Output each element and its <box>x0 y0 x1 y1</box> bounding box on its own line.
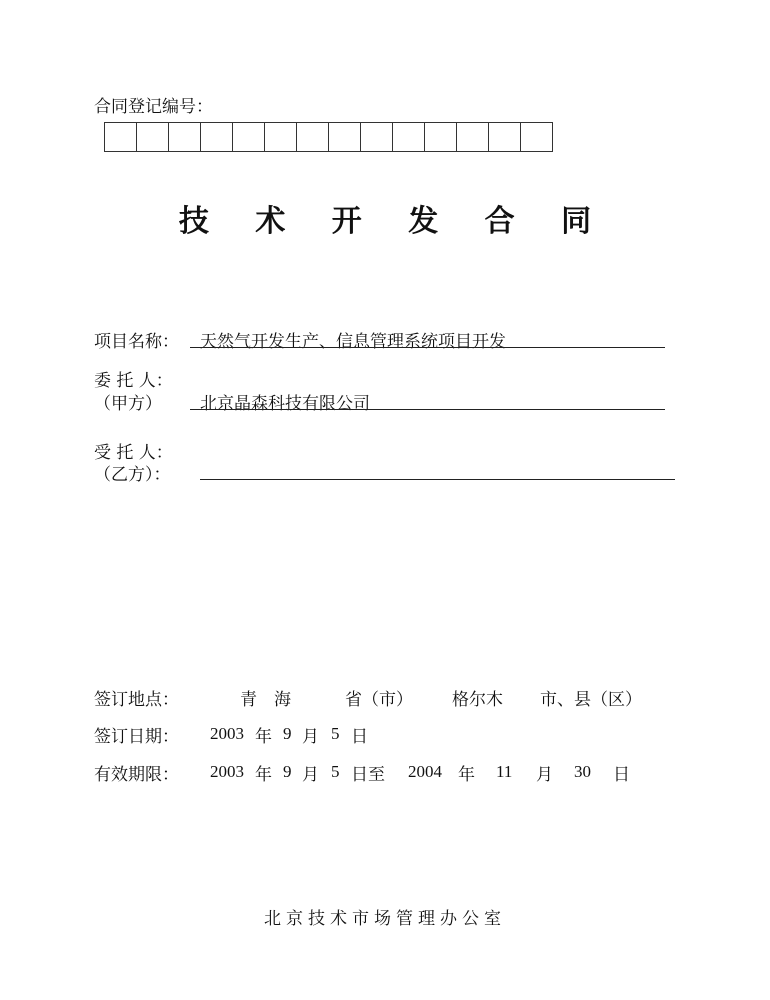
validity-end-month: 11 <box>496 762 513 781</box>
signing-date-label: 签订日期： <box>94 727 179 747</box>
signing-day: 5 <box>331 724 340 743</box>
reg-digit-box[interactable] <box>329 123 361 151</box>
reg-digit-box[interactable] <box>201 123 233 151</box>
reg-digit-box[interactable] <box>393 123 425 151</box>
validity-start-month: 9 <box>283 762 292 781</box>
validity-end-day: 30 <box>574 762 591 781</box>
reg-digit-box[interactable] <box>457 123 489 151</box>
signing-province: 青 海 <box>240 690 291 710</box>
signing-city: 格尔木 <box>452 690 503 710</box>
signing-city-unit: 市、县（区） <box>540 690 642 710</box>
reg-digit-box[interactable] <box>425 123 457 151</box>
signing-year-unit: 年 <box>255 727 272 747</box>
reg-digit-box[interactable] <box>169 123 201 151</box>
client-label: 委 托 人： <box>94 371 173 391</box>
client-party-label: （甲方） <box>94 394 162 414</box>
contractor-underline <box>200 479 675 480</box>
signing-month: 9 <box>283 724 292 743</box>
contract-title: 技 术 开 发 合 同 <box>178 204 610 239</box>
validity-start-month-unit: 月 <box>302 765 319 785</box>
reg-digit-box[interactable] <box>265 123 297 151</box>
contractor-party-label: （乙方）： <box>94 465 171 485</box>
signing-day-unit: 日 <box>351 727 368 747</box>
validity-label: 有效期限： <box>94 765 179 785</box>
reg-digit-box[interactable] <box>489 123 521 151</box>
project-name-underline <box>190 347 665 348</box>
contractor-label: 受 托 人： <box>94 443 173 463</box>
reg-digit-box[interactable] <box>521 123 553 151</box>
registration-number-boxes[interactable] <box>104 122 553 152</box>
validity-start-day: 5 <box>331 762 340 781</box>
validity-end-year-unit: 年 <box>458 765 475 785</box>
reg-digit-box[interactable] <box>137 123 169 151</box>
reg-digit-box[interactable] <box>105 123 137 151</box>
issuing-office: 北京技术市场管理办公室 <box>264 909 506 929</box>
client-value: 北京晶森科技有限公司 <box>200 394 370 414</box>
reg-digit-box[interactable] <box>361 123 393 151</box>
validity-start-year: 2003 <box>210 762 244 781</box>
signing-month-unit: 月 <box>302 727 319 747</box>
signing-year: 2003 <box>210 724 244 743</box>
reg-digit-box[interactable] <box>233 123 265 151</box>
validity-to-text: 日至 <box>351 765 385 785</box>
client-underline <box>190 409 665 410</box>
validity-end-year: 2004 <box>408 762 442 781</box>
project-name-value: 天然气开发生产、信息管理系统项目开发 <box>200 332 506 352</box>
validity-start-year-unit: 年 <box>255 765 272 785</box>
signing-province-unit: 省（市） <box>345 690 413 710</box>
signing-place-label: 签订地点： <box>94 690 179 710</box>
validity-end-day-unit: 日 <box>613 765 630 785</box>
registration-number-label: 合同登记编号： <box>94 97 213 117</box>
reg-digit-box[interactable] <box>297 123 329 151</box>
validity-end-month-unit: 月 <box>536 765 553 785</box>
project-name-label: 项目名称： <box>94 332 179 352</box>
